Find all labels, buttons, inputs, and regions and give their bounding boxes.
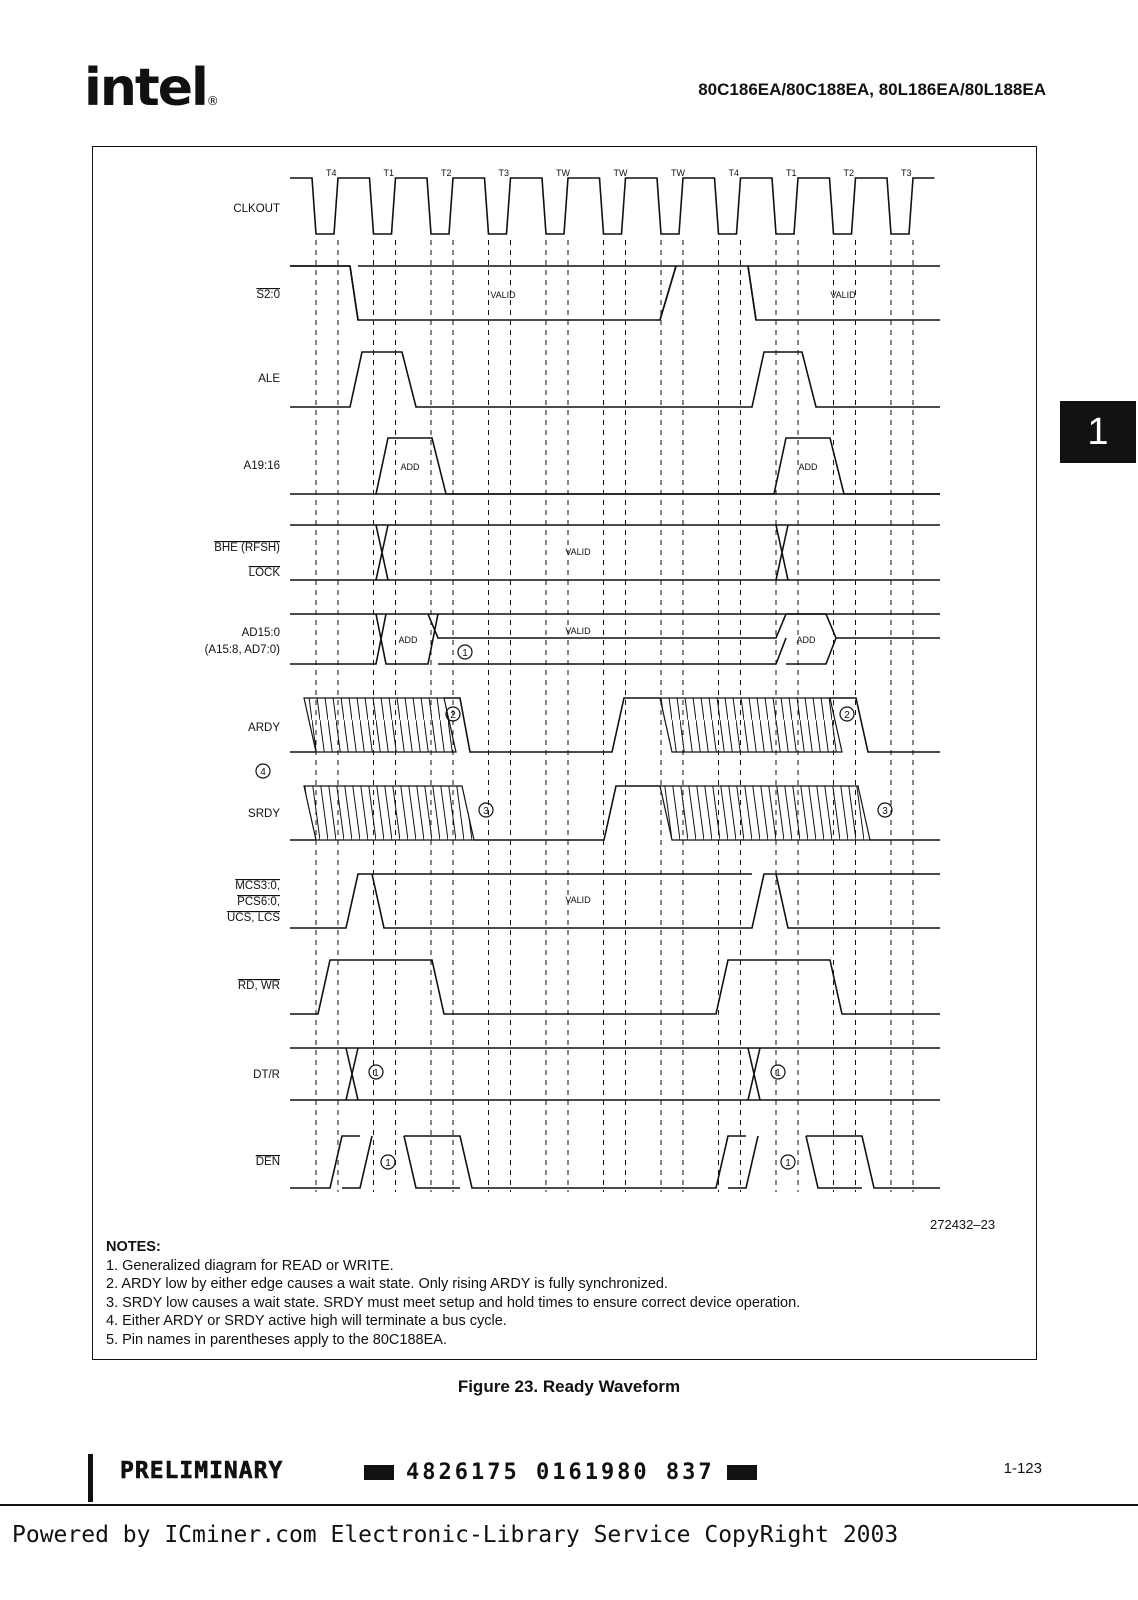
note-item: 1. Generalized diagram for READ or WRITE. <box>106 1257 394 1274</box>
logo-text: intel <box>84 58 207 118</box>
ale-wave <box>290 352 940 407</box>
figure-id: 272432–23 <box>930 1217 996 1232</box>
label-srdy: SRDY <box>248 808 280 820</box>
srdy-hatch <box>660 786 870 840</box>
note-number: 2 <box>450 710 456 721</box>
add-label: ADD <box>400 462 420 472</box>
ardy-hatch <box>660 698 842 752</box>
valid-label: VALID <box>565 547 591 557</box>
clock-state-label: T1 <box>383 168 395 178</box>
header-title: 80C186EA/80C188EA, 80L186EA/80L188EA <box>698 80 1046 99</box>
figure-caption: Figure 23. Ready Waveform <box>457 1377 681 1396</box>
label-ucs-lcs: UCS, LCS <box>226 912 280 924</box>
add-label: ADD <box>798 462 818 472</box>
label-lock: LOCK <box>248 567 280 579</box>
label-ale: ALE <box>258 373 280 385</box>
note-item: 4. Either ARDY or SRDY active high will terminate a bus cycle. <box>106 1313 507 1329</box>
ardy-hatch <box>304 698 456 752</box>
notes <box>106 1238 800 1349</box>
label-rd-wr: RD, WR <box>237 980 280 992</box>
clock-state-label: TW <box>671 168 685 178</box>
a19-wave <box>290 438 940 494</box>
note-number: 1 <box>385 1158 391 1169</box>
note-item: 5. Pin names in parentheses apply to the 80C188EA. <box>106 1331 447 1348</box>
note-number: 2 <box>844 710 850 721</box>
label-a19-16: A19:16 <box>243 460 280 472</box>
srdy-hatch <box>304 786 474 840</box>
valid-label: VALID <box>830 290 856 300</box>
note-number: 3 <box>483 806 489 817</box>
note-number: 4 <box>260 767 266 778</box>
section-tab: 1 <box>1060 401 1136 463</box>
label-clkout: CLKOUT <box>233 203 280 215</box>
valid-label: VALID <box>490 290 516 300</box>
label-a15-8: (A15:8, AD7:0) <box>204 644 280 656</box>
clkout-wave <box>290 178 935 234</box>
clock-state-label: T4 <box>728 168 740 178</box>
s2-edges <box>350 266 756 320</box>
label-bhe: BHE (RFSH) <box>214 542 280 554</box>
notes-title: NOTES: <box>106 1239 161 1255</box>
label-s2-0: S2:0 <box>256 289 280 301</box>
label-mcs: MCS3:0, <box>235 880 280 892</box>
ad-shape <box>290 614 940 664</box>
registered-mark: ® <box>206 94 219 108</box>
label-dt-r: DT/R <box>253 1069 280 1081</box>
clock-state-label: T2 <box>441 168 452 178</box>
note-number: 1 <box>373 1068 379 1079</box>
dtr-cross <box>346 1048 760 1100</box>
clock-state-label: T4 <box>326 168 337 178</box>
label-ad15-0: AD15:0 <box>241 627 280 639</box>
add-label: ADD <box>796 635 816 645</box>
bhe-lines <box>290 525 940 580</box>
clock-state-label: T1 <box>786 168 797 178</box>
label-pcs: PCS6:0, <box>237 896 280 908</box>
page-number: 1-123 <box>1003 1460 1042 1477</box>
clock-state-label: T3 <box>498 168 510 178</box>
valid-label: VALID <box>565 895 591 905</box>
code-block-right <box>727 1465 757 1480</box>
note-item: 3. SRDY low causes a wait state. SRDY must meet setup and hold times to ensure correct device operation. <box>106 1294 801 1311</box>
preliminary-label: PRELIMINARY <box>120 1458 284 1484</box>
label-den: DEN <box>255 1156 280 1168</box>
note-number: 1 <box>462 648 468 659</box>
code-block-left <box>364 1465 394 1480</box>
clock-state-label: T2 <box>843 168 855 178</box>
clock-state-label: TW <box>556 168 570 178</box>
note-number: 3 <box>882 806 888 817</box>
valid-label: VALID <box>565 626 591 636</box>
label-ardy: ARDY <box>248 722 280 734</box>
footer-marker <box>88 1454 93 1502</box>
code-text: 4826175 0161980 837 <box>406 1460 715 1485</box>
note-item: 2. ARDY low by either edge causes a wait state. Only rising ARDY is fully synchronized. <box>106 1276 669 1292</box>
add-label: ADD <box>398 635 418 645</box>
clock-state-label: T3 <box>901 168 912 178</box>
dtr-lines <box>290 1048 940 1100</box>
document-code <box>364 1460 757 1485</box>
mcs-low <box>290 874 940 928</box>
clock-state-label: TW <box>613 168 628 178</box>
note-number: 1 <box>785 1158 791 1169</box>
powered-by: Powered by ICminer.com Electronic-Library Service CopyRight 2003 <box>12 1522 899 1548</box>
rd-wr-wave <box>290 960 940 1014</box>
footer-rule <box>0 1504 1138 1506</box>
note-number: 1 <box>775 1068 781 1079</box>
